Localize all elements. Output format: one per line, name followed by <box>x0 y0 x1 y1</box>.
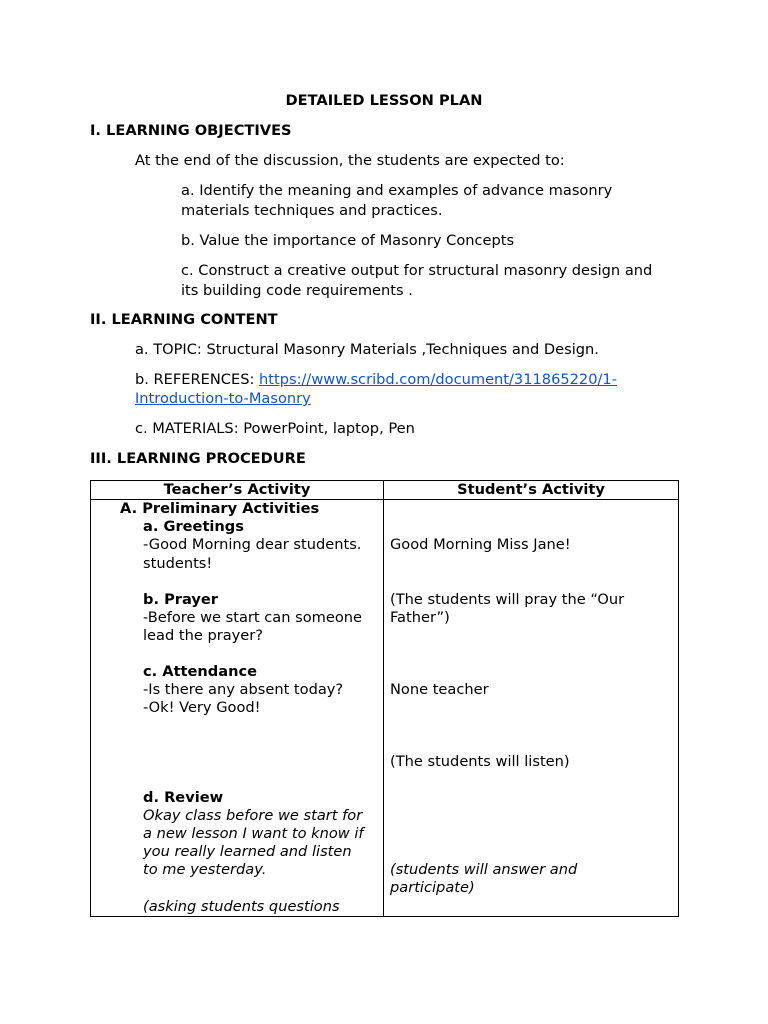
student-greeting: Good Morning Miss Jane! <box>390 536 571 553</box>
student-listen: (The students will listen) <box>390 753 570 770</box>
objectives-heading: I. LEARNING OBJECTIVES <box>90 122 292 139</box>
review-line2: a new lesson I want to know if <box>143 825 364 842</box>
content-materials: c. MATERIALS: PowerPoint, laptop, Pen <box>135 420 415 437</box>
student-answer-line2: participate) <box>390 879 475 896</box>
references-link-continued[interactable]: Introduction-to-Masonry <box>135 390 311 407</box>
objective-c-line2: its building code requirements . <box>181 282 413 299</box>
attendance-line2: -Ok! Very Good! <box>143 699 261 716</box>
student-answer-line1: (students will answer and <box>390 861 578 878</box>
student-prayer-line2: Father”) <box>390 609 450 626</box>
references-label: b. REFERENCES: <box>135 371 260 388</box>
student-activity-cell <box>384 500 679 917</box>
student-activity-header: Student’s Activity <box>384 481 679 500</box>
content-references <box>135 370 617 390</box>
teacher-activity-header: Teacher’s Activity <box>91 481 384 500</box>
preliminary-activities: A. Preliminary Activities <box>120 500 320 517</box>
teacher-activity-cell <box>91 500 384 917</box>
attendance-line1: -Is there any absent today? <box>143 681 344 698</box>
objective-c-line1: c. Construct a creative output for structural masonry design and <box>181 262 653 279</box>
student-attendance: None teacher <box>390 681 489 698</box>
greetings-line2: students! <box>143 555 213 572</box>
prayer-heading: b. Prayer <box>143 591 218 608</box>
review-line5: (asking students questions <box>143 898 340 915</box>
page-title: DETAILED LESSON PLAN <box>285 92 483 109</box>
procedure-heading: III. LEARNING PROCEDURE <box>90 450 306 467</box>
objective-a-line1: a. Identify the meaning and examples of advance masonry <box>181 182 613 199</box>
content-heading: II. LEARNING CONTENT <box>90 311 278 328</box>
objective-a-line2: materials techniques and practices. <box>181 202 443 219</box>
references-link[interactable]: https://www.scribd.com/document/311865220/1- <box>259 371 617 388</box>
attendance-heading: c. Attendance <box>143 663 258 680</box>
greetings-heading: a. Greetings <box>143 518 244 535</box>
review-heading: d. Review <box>143 789 224 806</box>
prayer-line2: lead the prayer? <box>143 627 264 644</box>
greetings-line1: -Good Morning dear students. <box>143 536 362 553</box>
review-line4: to me yesterday. <box>143 861 267 878</box>
prayer-line1: -Before we start can someone <box>143 609 363 626</box>
objective-b: b. Value the importance of Masonry Concepts <box>181 232 515 249</box>
objectives-intro: At the end of the discussion, the students are expected to: <box>135 152 565 169</box>
review-line1: Okay class before we start for <box>143 807 363 824</box>
content-topic: a. TOPIC: Structural Masonry Materials ,Techniques and Design. <box>135 341 599 358</box>
procedure-table <box>90 480 679 917</box>
review-line3: you really learned and listen <box>143 843 352 860</box>
student-prayer-line1: (The students will pray the “Our <box>390 591 625 608</box>
